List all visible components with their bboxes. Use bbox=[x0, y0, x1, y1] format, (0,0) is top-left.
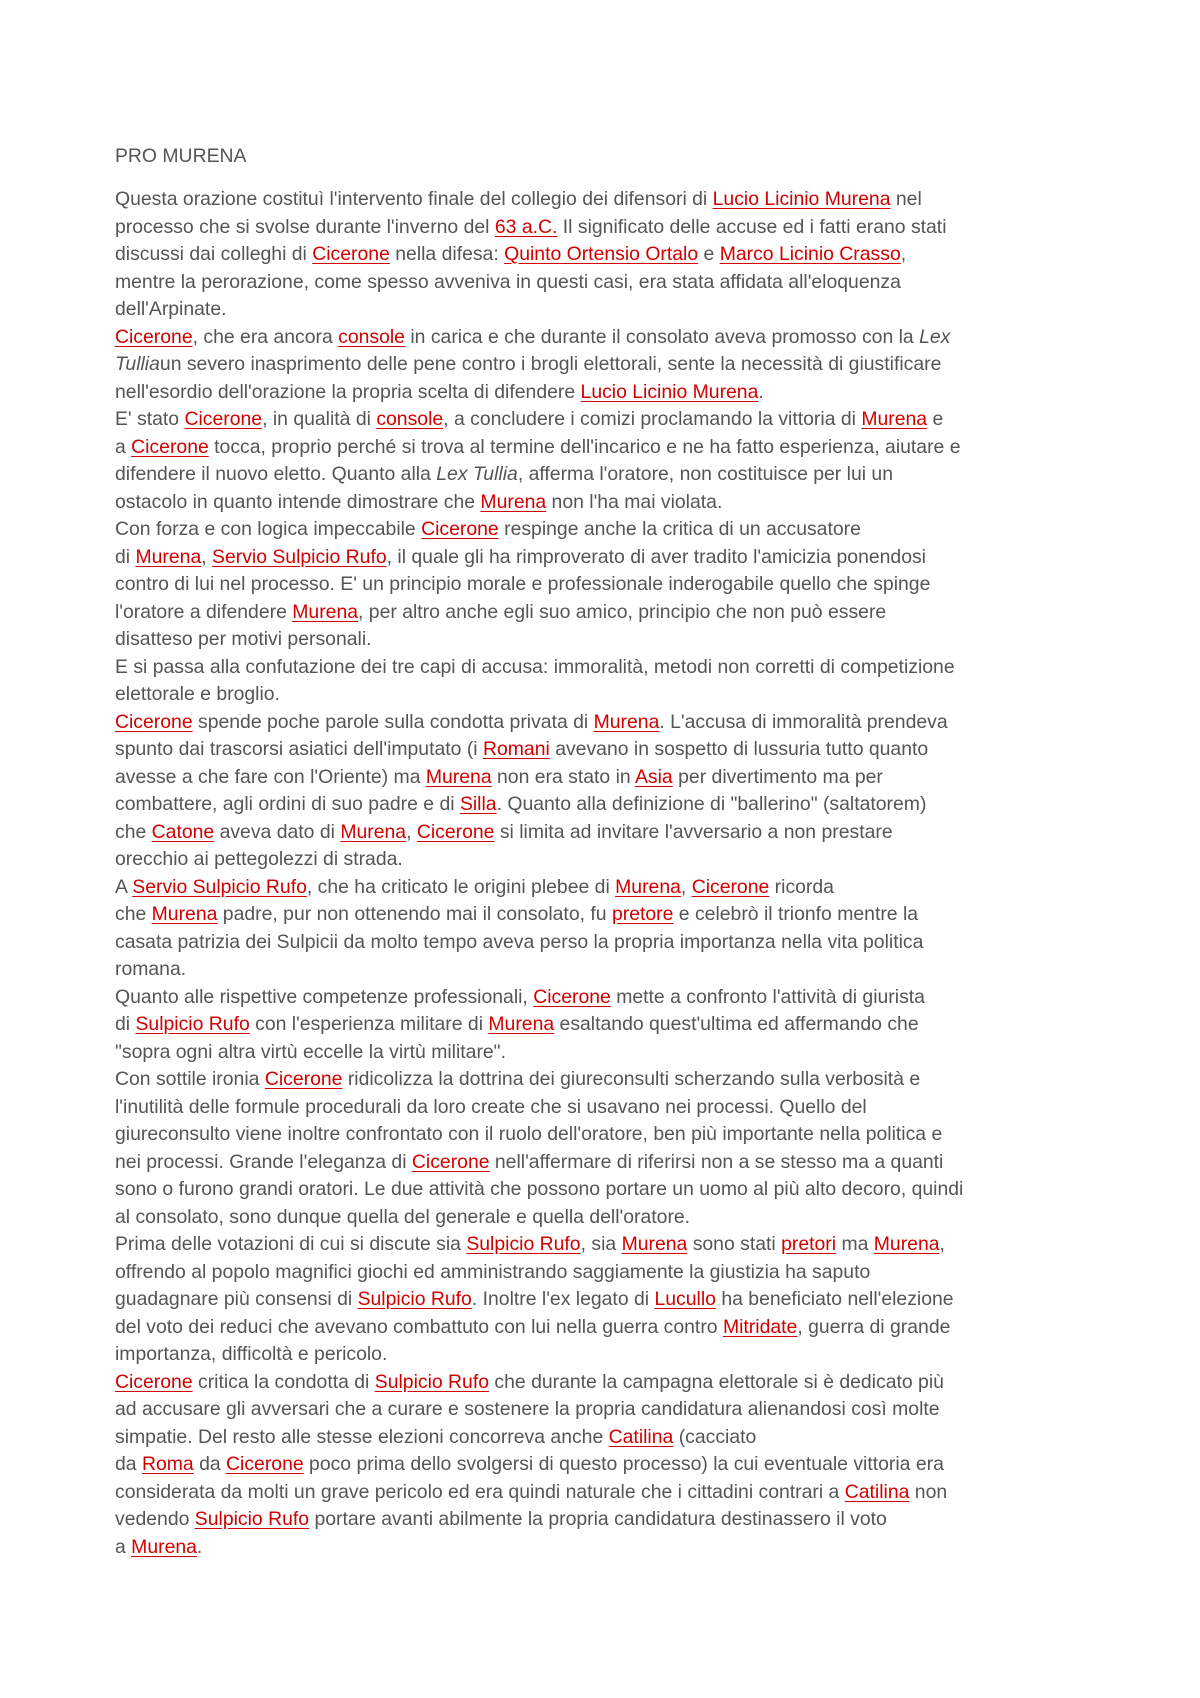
text-run: elettorale e broglio. bbox=[115, 683, 280, 705]
text-line bbox=[115, 1149, 1095, 1177]
text-line bbox=[115, 1479, 1095, 1507]
text-line bbox=[115, 1121, 1095, 1149]
text-line bbox=[115, 1451, 1095, 1479]
text-run: nell'esordio dell'orazione la propria scelta di difendere bbox=[115, 380, 581, 403]
text-line bbox=[115, 214, 1095, 242]
text-run: Prima delle votazioni di cui si discute sia bbox=[115, 1233, 467, 1255]
text-line bbox=[115, 1011, 1095, 1039]
text-run: nei processi. Grande l'eleganza di bbox=[115, 1150, 412, 1173]
text-line bbox=[115, 269, 1095, 297]
text-run: che bbox=[115, 820, 152, 843]
wiki-link[interactable]: Murena bbox=[488, 1013, 555, 1035]
wiki-link[interactable]: Murena bbox=[340, 820, 407, 843]
text-line bbox=[115, 1259, 1095, 1287]
text-run: ridicolizza la dottrina dei giureconsulti scherzando sulla verbosità e bbox=[342, 1068, 921, 1090]
text-line bbox=[115, 681, 1095, 709]
text-run: da bbox=[193, 1453, 227, 1475]
text-line bbox=[115, 1341, 1095, 1369]
text-run: avevano in sospetto di lussuria tutto quanto bbox=[549, 738, 929, 760]
wiki-link[interactable]: Silla bbox=[459, 793, 497, 815]
text-run: dell'Arpinate. bbox=[115, 298, 227, 320]
text-run: "sopra ogni altra virtù eccelle la virtù militare". bbox=[115, 1040, 506, 1063]
text-run: processo che si svolse durante l'inverno del bbox=[115, 215, 495, 238]
text-run: . Quanto alla definizione di "ballerino" (saltatorem) bbox=[496, 793, 927, 815]
text-run: simpatie. Del resto alle stesse elezioni concorreva anche bbox=[115, 1425, 609, 1448]
wiki-link[interactable]: Murena bbox=[861, 408, 928, 430]
text-run: non l'ha mai violata. bbox=[546, 490, 723, 513]
text-run: a bbox=[115, 435, 132, 458]
text-run: e celebrò il trionfo mentre la bbox=[673, 903, 919, 925]
text-line bbox=[115, 709, 1095, 737]
text-run: si limita ad invitare l'avversario a non prestare bbox=[494, 820, 893, 843]
text-line bbox=[115, 1066, 1095, 1094]
wiki-link[interactable]: Lucio Licinio Murena bbox=[712, 188, 891, 210]
wiki-link[interactable]: Murena bbox=[480, 490, 547, 513]
text-line bbox=[115, 1424, 1095, 1452]
text-run: poco prima dello svolgersi di questo processo) la cui eventuale vittoria era bbox=[303, 1453, 944, 1475]
wiki-link[interactable]: Cicerone bbox=[115, 710, 193, 733]
text-run: . bbox=[758, 380, 764, 403]
text-line bbox=[115, 1094, 1095, 1122]
text-run: con l'esperienza militare di bbox=[249, 1013, 489, 1035]
text-run: di bbox=[115, 1013, 136, 1035]
wiki-link[interactable]: Cicerone bbox=[691, 875, 770, 898]
text-line bbox=[115, 1039, 1095, 1067]
text-run: esaltando quest'ultima ed affermando che bbox=[554, 1013, 919, 1035]
text-run: mentre la perorazione, come spesso avveniva in questi casi, era stata affidata all'eloquenza bbox=[115, 270, 901, 293]
text-line bbox=[115, 1534, 1095, 1562]
wiki-link[interactable]: Murena bbox=[621, 1233, 688, 1255]
text-run: al consolato, sono dunque quella del generale e quella dell'oratore. bbox=[115, 1205, 691, 1228]
text-run: non bbox=[909, 1480, 948, 1503]
wiki-link[interactable]: Lucullo bbox=[654, 1288, 716, 1310]
text-run: di bbox=[115, 545, 136, 568]
text-run: . Inoltre l'ex legato di bbox=[471, 1288, 655, 1310]
wiki-link[interactable]: Marco Licinio Crasso bbox=[719, 243, 901, 265]
text-line bbox=[115, 929, 1095, 957]
wiki-link[interactable]: Cicerone bbox=[312, 243, 390, 265]
wiki-link[interactable]: Cicerone bbox=[131, 435, 209, 458]
wiki-link[interactable]: Cicerone bbox=[421, 518, 499, 540]
wiki-link[interactable]: Cicerone bbox=[184, 408, 263, 430]
wiki-link[interactable]: Murena bbox=[873, 1233, 940, 1255]
text-run: avesse a che fare con l'Oriente) ma bbox=[115, 765, 426, 788]
text-run: offrendo al popolo magnifici giochi ed amministrando saggiamente la giustizia ha saputo bbox=[115, 1260, 871, 1283]
text-run: spunto dai trascorsi asiatici dell'imputato (i bbox=[115, 738, 483, 760]
text-line bbox=[115, 1231, 1095, 1259]
wiki-link[interactable]: Cicerone bbox=[411, 1150, 490, 1173]
text-line bbox=[115, 984, 1095, 1012]
wiki-link[interactable]: Cicerone bbox=[115, 325, 193, 348]
text-run: l'inutilità delle formule procedurali da loro create che si usavano nei processi. Quello del bbox=[115, 1095, 867, 1118]
text-line bbox=[115, 1176, 1095, 1204]
text-line bbox=[115, 461, 1095, 489]
italic-text: Tullia bbox=[115, 353, 160, 375]
text-run: . L'accusa di immoralità prendeva bbox=[659, 710, 948, 733]
text-run: a bbox=[115, 1535, 132, 1558]
text-run: l'oratore a difendere bbox=[115, 600, 293, 623]
wiki-link[interactable]: Sulpicio Rufo bbox=[466, 1233, 581, 1255]
text-run: difendere il nuovo eletto. Quanto alla bbox=[115, 463, 437, 485]
text-line bbox=[115, 1396, 1095, 1424]
text-run: guadagnare più consensi di bbox=[115, 1288, 358, 1310]
text-run: orecchio ai pettegolezzi di strada. bbox=[115, 848, 403, 870]
text-line bbox=[115, 1314, 1095, 1342]
text-line bbox=[115, 434, 1095, 462]
text-run: vedendo bbox=[115, 1508, 195, 1530]
text-run: in carica e che durante il consolato aveva promosso con la bbox=[404, 325, 920, 348]
text-run: ha beneficiato nell'elezione bbox=[715, 1288, 954, 1310]
text-run: discussi dai colleghi di bbox=[115, 243, 313, 265]
wiki-link[interactable]: pretori bbox=[781, 1233, 837, 1255]
text-run: Quanto alle rispettive competenze professionali, bbox=[115, 985, 534, 1008]
text-line bbox=[115, 1204, 1095, 1232]
text-run: un severo inasprimento delle pene contro i brogli elettorali, sente la necessità di giustificare bbox=[159, 353, 942, 375]
wiki-link[interactable]: Quinto Ortensio Ortalo bbox=[504, 243, 699, 265]
text-run: da bbox=[115, 1453, 142, 1475]
text-run: romana. bbox=[115, 958, 187, 980]
wiki-link[interactable]: Murena bbox=[135, 545, 202, 568]
text-run: , bbox=[201, 545, 213, 568]
text-run: casata patrizia dei Sulpicii da molto tempo aveva perso la propria importanza nella vita politica bbox=[115, 930, 924, 953]
text-run: aveva dato di bbox=[214, 820, 341, 843]
text-run: Il significato delle accuse ed i fatti erano stati bbox=[557, 215, 947, 238]
text-run: , il quale gli ha rimproverato di aver tradito l'amicizia ponendosi bbox=[386, 545, 926, 568]
text-line bbox=[115, 351, 1095, 379]
text-line bbox=[115, 544, 1095, 572]
text-run: (cacciato bbox=[673, 1425, 757, 1448]
text-line bbox=[115, 874, 1095, 902]
text-run: nel bbox=[890, 188, 922, 210]
text-line bbox=[115, 324, 1095, 352]
text-run: disatteso per motivi personali. bbox=[115, 628, 372, 650]
text-run: del voto dei reduci che avevano combattuto con lui nella guerra contro bbox=[115, 1315, 723, 1338]
text-line bbox=[115, 764, 1095, 792]
document-body bbox=[115, 186, 1095, 1561]
italic-text: Lex Tullia bbox=[436, 463, 518, 485]
text-line bbox=[115, 791, 1095, 819]
text-run: , bbox=[900, 243, 907, 265]
wiki-link[interactable]: Murena bbox=[131, 1535, 197, 1558]
text-run: Questa orazione costituì l'intervento finale del collegio dei difensori di bbox=[115, 188, 713, 210]
text-line bbox=[115, 1506, 1095, 1534]
text-line bbox=[115, 489, 1095, 517]
wiki-link[interactable]: Servio Sulpicio Rufo bbox=[132, 875, 307, 898]
text-run: E' stato bbox=[115, 408, 185, 430]
wiki-link[interactable]: Asia bbox=[635, 765, 673, 788]
wiki-link[interactable]: Catilina bbox=[608, 1425, 674, 1448]
text-line bbox=[115, 654, 1095, 682]
text-run: sono o furono grandi oratori. Le due attività che possono portare un uomo al più alto decoro, quindi bbox=[115, 1178, 964, 1200]
text-run: padre, pur non ottenendo mai il consolato, fu bbox=[217, 903, 612, 925]
text-run: , bbox=[406, 820, 417, 843]
text-run: considerata da molti un grave pericolo ed era quindi naturale che i cittadini contrari a bbox=[115, 1480, 845, 1503]
text-run: e bbox=[698, 243, 720, 265]
text-line bbox=[115, 571, 1095, 599]
wiki-link[interactable]: Roma bbox=[141, 1453, 194, 1475]
text-line bbox=[115, 241, 1095, 269]
wiki-link[interactable]: Sulpicio Rufo bbox=[374, 1370, 490, 1393]
text-run: combattere, agli ordini di suo padre e di bbox=[115, 793, 460, 815]
wiki-link[interactable]: Romani bbox=[482, 738, 550, 760]
text-run: , che ha criticato le origini plebee di bbox=[306, 875, 616, 898]
wiki-link[interactable]: Murena bbox=[425, 765, 492, 788]
wiki-link[interactable]: Cicerone bbox=[416, 820, 495, 843]
text-run: E si passa alla confutazione dei tre capi di accusa: immoralità, metodi non corretti di competizione bbox=[115, 655, 955, 678]
text-run: A bbox=[115, 875, 133, 898]
wiki-link[interactable]: Murena bbox=[292, 600, 359, 623]
text-run: sono stati bbox=[687, 1233, 782, 1255]
text-line bbox=[115, 819, 1095, 847]
text-line bbox=[115, 626, 1095, 654]
wiki-link[interactable]: console bbox=[376, 408, 444, 430]
text-line bbox=[115, 846, 1095, 874]
text-run: . bbox=[196, 1535, 203, 1558]
text-line bbox=[115, 1286, 1095, 1314]
text-run: che durante la campagna elettorale si è dedicato più bbox=[489, 1370, 944, 1393]
text-run: importanza, difficoltà e pericolo. bbox=[115, 1343, 388, 1365]
wiki-link[interactable]: 63 a.C. bbox=[494, 215, 558, 238]
wiki-link[interactable]: Mitridate bbox=[722, 1315, 798, 1338]
text-line bbox=[115, 901, 1095, 929]
text-run: che bbox=[115, 903, 152, 925]
text-line bbox=[115, 296, 1095, 324]
text-run: critica la condotta di bbox=[192, 1370, 375, 1393]
text-run: ad accusare gli avversari che a curare e sostenere la propria candidatura alienandosi così molte bbox=[115, 1398, 940, 1420]
wiki-link[interactable]: pretore bbox=[611, 903, 674, 925]
wiki-link[interactable]: Catone bbox=[151, 820, 215, 843]
wiki-link[interactable]: Murena bbox=[593, 710, 660, 733]
text-run: spende poche parole sulla condotta privata di bbox=[192, 710, 594, 733]
text-run: respinge anche la critica di un accusatore bbox=[498, 518, 861, 540]
text-line bbox=[115, 406, 1095, 434]
wiki-link[interactable]: Murena bbox=[615, 875, 681, 898]
text-run: ostacolo in quanto intende dimostrare che bbox=[115, 490, 481, 513]
text-run: contro di lui nel processo. E' un principio morale e professionale inderogabile quello che spinge bbox=[115, 573, 931, 595]
wiki-link[interactable]: Sulpicio Rufo bbox=[194, 1508, 310, 1530]
text-run: ma bbox=[836, 1233, 874, 1255]
text-run: , guerra di grande bbox=[797, 1315, 951, 1338]
page-title: PRO MURENA bbox=[115, 145, 247, 167]
wiki-link[interactable]: Cicerone bbox=[115, 1370, 193, 1393]
text-run: , per altro anche egli suo amico, principio che non può essere bbox=[358, 600, 887, 623]
text-run: , in qualità di bbox=[262, 408, 377, 430]
text-run: tocca, proprio perché si trova al termine dell'incarico e ne ha fatto esperienza, aiutare e bbox=[208, 435, 961, 458]
italic-text: Lex bbox=[919, 325, 951, 348]
wiki-link[interactable]: Lucio Licinio Murena bbox=[580, 380, 759, 403]
text-run: non era stato in bbox=[491, 765, 635, 788]
text-run: nella difesa: bbox=[389, 243, 505, 265]
text-run: portare avanti abilmente la propria candidatura destinassero il voto bbox=[309, 1508, 887, 1530]
wiki-link[interactable]: Servio Sulpicio Rufo bbox=[212, 545, 387, 568]
text-line bbox=[115, 736, 1095, 764]
text-line bbox=[115, 186, 1095, 214]
text-line bbox=[115, 599, 1095, 627]
text-run: mette a confronto l'attività di giurista bbox=[610, 985, 925, 1008]
wiki-link[interactable]: Sulpicio Rufo bbox=[357, 1288, 472, 1310]
text-line bbox=[115, 379, 1095, 407]
wiki-link[interactable]: Cicerone bbox=[533, 985, 611, 1008]
text-run: e bbox=[927, 408, 944, 430]
text-run: , che era ancora bbox=[192, 325, 339, 348]
text-run: , a concludere i comizi proclamando la vittoria di bbox=[443, 408, 862, 430]
text-run: , bbox=[680, 875, 692, 898]
text-run: Con sottile ironia bbox=[115, 1068, 265, 1090]
text-run: , afferma l'oratore, non costituisce per lui un bbox=[517, 463, 894, 485]
text-line bbox=[115, 1369, 1095, 1397]
text-run: , sia bbox=[580, 1233, 622, 1255]
text-line bbox=[115, 516, 1095, 544]
text-line bbox=[115, 956, 1095, 984]
wiki-link[interactable]: Murena bbox=[151, 903, 218, 925]
wiki-link[interactable]: Cicerone bbox=[226, 1453, 304, 1475]
text-run: per divertimento ma per bbox=[672, 765, 883, 788]
text-run: , bbox=[939, 1233, 945, 1255]
text-run: giureconsulto viene inoltre confrontato con il ruolo dell'oratore, ben più importante nella politica e bbox=[115, 1123, 943, 1145]
text-run: ricorda bbox=[769, 875, 834, 898]
wiki-link[interactable]: Catilina bbox=[844, 1480, 910, 1503]
text-run: nell'affermare di riferirsi non a se stesso ma a quanti bbox=[489, 1150, 944, 1173]
text-run: Con forza e con logica impeccabile bbox=[115, 518, 422, 540]
wiki-link[interactable]: Cicerone bbox=[264, 1068, 343, 1090]
wiki-link[interactable]: console bbox=[338, 325, 405, 348]
wiki-link[interactable]: Sulpicio Rufo bbox=[135, 1013, 250, 1035]
